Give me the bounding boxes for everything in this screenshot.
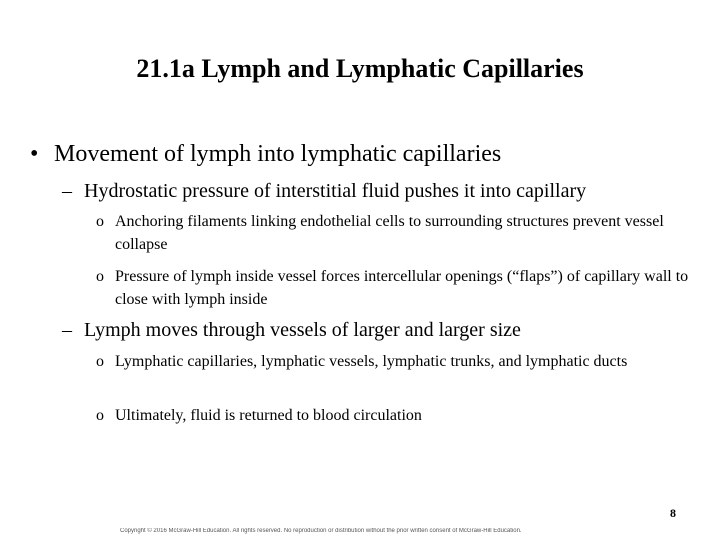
dash-marker: – [62,319,72,341]
page-number: 8 [670,506,676,520]
circle-marker: o [96,268,104,285]
dash-marker: – [62,180,72,202]
bullet-text: Movement of lymph into lymphatic capillaries [54,141,502,167]
bullet-marker: • [30,141,39,167]
sub-sub-bullet-text: Lymphatic capillaries, lymphatic vessels, lymphatic trunks, and lymphatic ducts [115,353,628,370]
sub-sub-bullet-text: Pressure of lymph inside vessel forces intercellular openings (“flaps”) of capillary wall to close with lymph inside [115,268,689,308]
sub-sub-bullet-text: Anchoring filaments linking endothelial cells to surrounding structures prevent vessel collapse [115,213,664,253]
circle-marker: o [96,213,104,230]
sub-bullet-text: Hydrostatic pressure of interstitial fluid pushes it into capillary [84,180,587,202]
circle-marker: o [96,353,104,370]
sub-bullet-text: Lymph moves through vessels of larger and larger size [84,319,521,341]
circle-marker: o [96,407,104,424]
copyright-notice: Copyright © 2016 McGraw-Hill Education. All rights reserved. No reproduction or distribution without the prior written consent of McGraw-Hill Education. [120,528,522,534]
slide-title: 21.1a Lymph and Lymphatic Capillaries [136,54,584,83]
sub-sub-bullet-text: Ultimately, fluid is returned to blood circulation [115,407,422,424]
